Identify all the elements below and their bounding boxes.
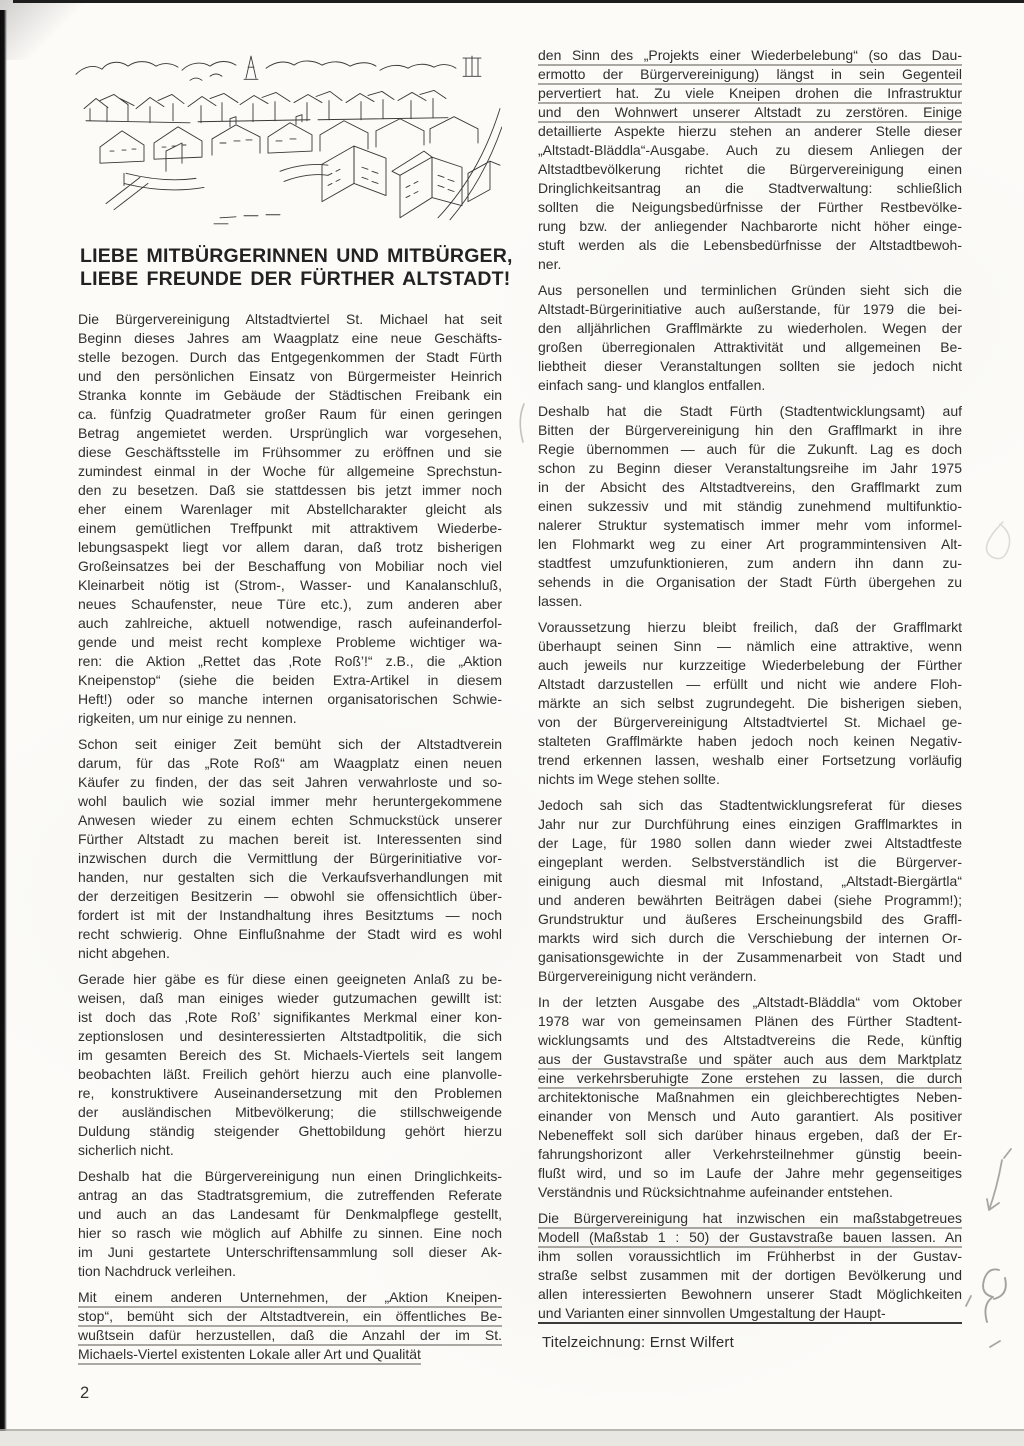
text-line: beobachten läßt. Freilich gehört hierzu auch eine planvolle- xyxy=(78,1066,502,1082)
text-line: ren: die Aktion „Rettet das ‚Rote Roß’!“ z.B., die „Aktion xyxy=(78,653,502,669)
text-line: antrag an das Stadtratsgremium, die zutreffenden Referate xyxy=(78,1187,502,1203)
text-line: einander von Mensch und Auto garantiert. Als positiver xyxy=(538,1108,962,1124)
text-line: stelle bezogen. Durch das Entgegenkommen der Stadt Fürth xyxy=(78,349,502,365)
text-line: liebtheit dieser Veranstaltungen sollten sie jedoch nicht xyxy=(538,358,962,374)
text-line: und auch an das Landesamt für Denkmalpflege gestellt, xyxy=(78,1206,502,1222)
scan-edge-left xyxy=(0,10,7,1446)
text-line: wicklungsamts und des Altstadtvereins die Rede, künftig xyxy=(538,1032,962,1048)
text-line: Michaels-Viertel existenten Lokale aller Art und Qualität xyxy=(78,1346,421,1362)
text-line: Anwesen wieder zu einem echten Schmuckstück unserer xyxy=(78,812,502,828)
text-line: Modell (Maßstab 1 : 50) der Gustavstraße bauen lassen. An xyxy=(538,1229,962,1245)
text-line: Nebeneffekt soll sich darüber hinaus ergeben, daß der Er- xyxy=(538,1127,962,1143)
paragraph xyxy=(538,618,962,789)
text-line: rigkeiten, um nur einige zu nennen. xyxy=(78,710,297,726)
text-line: Jahr nur zur Durchführung eines einzigen Grafflmarktes in xyxy=(538,816,962,832)
text-line: und Varianten einer sinnvollen Umgestaltung der Haupt- xyxy=(538,1305,886,1321)
right-text-column xyxy=(538,46,962,1330)
text-line: lassen. xyxy=(538,593,583,609)
text-line: Die Bürgervereinigung Altstadtviertel St. Michael hat seit xyxy=(78,311,502,327)
text-line: Duldung ständig steigender Ghettobildung gehört hierzu xyxy=(78,1123,502,1139)
text-line: überhaupt seinen Sinn — nämlich eine attraktive, wenn xyxy=(538,638,962,654)
text-line: ermotto der Bürgervereinigung) längst in sein Gegenteil xyxy=(538,66,962,82)
text-line: weisen, daß man einiges wieder gutzumachen gewillt ist: xyxy=(78,990,502,1006)
paragraph xyxy=(78,310,502,728)
text-line: nalerer Struktur systematisch immer mehr vom informel- xyxy=(538,517,962,533)
text-line: fahrungshorizont aller Verkehrsteilnehmer günstig beein- xyxy=(538,1146,962,1162)
text-line: den Sinn des „Projekts einer Wiederbelebung“ (so das Dau- xyxy=(538,47,962,63)
text-line: Altstadt darzustellen — erfüllt und nicht wie andere Floh- xyxy=(538,676,962,692)
text-line: einfach sang- und klanglos entfallen. xyxy=(538,377,766,393)
illustration-credit: Titelzeichnung: Ernst Wilfert xyxy=(542,1334,734,1351)
text-line: detaillierte Aspekte hierzu stehen an anderer Stelle dieser xyxy=(538,123,962,139)
paragraph xyxy=(78,1167,502,1281)
text-line: schon zu Beginn dieser Veranstaltungsreihe im Jahr 1975 xyxy=(538,460,962,476)
text-line: und anderen bewährten Beiträgen dabei (siehe Programm!); xyxy=(538,892,962,908)
text-line: sicherlich nicht. xyxy=(78,1142,174,1158)
text-line: eher einem Warenlager mit Abstellcharakter gleicht als xyxy=(78,501,502,517)
text-line: hier so rasch wie möglich auf Abhilfe zu sinnen. Eine noch xyxy=(78,1225,502,1241)
text-line: Bitten der Bürgervereinigung hin den Grafflmarkt in ihre xyxy=(538,422,962,438)
scan-edge-top xyxy=(13,0,1024,3)
text-line: wußtsein dafür herzustellen, daß die Anzahl der im St. xyxy=(78,1327,502,1343)
text-line: len Flohmarkt weg zu einer Art programmintensiven Alt- xyxy=(538,536,962,552)
text-line: stalteten Grafflmärkte haben jedoch noch keinen Negativ- xyxy=(538,733,962,749)
text-line: Deshalb hat die Bürgervereinigung nun einen Dringlichkeits- xyxy=(78,1168,502,1184)
text-line: ihm sollen voraussichtlich im Frühherbst in der Gustav- xyxy=(538,1248,962,1264)
text-line: stop“, bemüht sich der Altstadtverein, ein öffentliches Be- xyxy=(78,1308,502,1324)
text-line: den alljährlichen Grafflmärkte zu wiederholen. Wegen der xyxy=(538,320,962,336)
page-title-line2: LIEBE FREUNDE DER FÜRTHER ALTSTADT! xyxy=(80,267,511,290)
text-line: Bürgervereinigung nicht verändern. xyxy=(538,968,757,984)
text-line: straße selbst zusammen mit der dortigen Bevölkerung und xyxy=(538,1267,962,1283)
text-line: Dringlichkeitsantrag an die Stadtverwaltung: schließlich xyxy=(538,180,962,196)
text-line: neues Schaufenster, neue Türe etc.), zum anderen aber xyxy=(78,596,502,612)
text-line: von der Bürgervereinigung Altstadtviertel St. Michael ge- xyxy=(538,714,962,730)
text-line: ner. xyxy=(538,256,562,272)
paragraph xyxy=(538,46,962,274)
text-line: Heft!) oder so manche internen organisatorischen Schwie- xyxy=(78,691,502,707)
text-line: nichts im Wege stehen sollte. xyxy=(538,771,720,787)
text-line: auch jeweils nur kurzzeitige Wiederbelebung der Fürther xyxy=(538,657,962,673)
text-line: pervertiert hat. Zu viele Kneipen drohen die Infrastruktur xyxy=(538,85,962,101)
text-line: Gerade hier gäbe es für diese einen geeigneten Anlaß zu be- xyxy=(78,971,502,987)
text-line: Aus personellen und terminlichen Gründen sieht sich die xyxy=(538,282,962,298)
text-line: eine verkehrsberuhigte Zone erstehen zu lassen, die durch xyxy=(538,1070,962,1086)
paragraph xyxy=(78,735,502,963)
text-line: im Juni gestartete Unterschriftensammlung soll dieser Ak- xyxy=(78,1244,502,1260)
text-line: Käufer zu finden, der das seit Jahren verwahrloste und so- xyxy=(78,774,502,790)
paragraph xyxy=(538,993,962,1202)
text-line: wohl baulich wie sozial immer mehr heruntergekommene xyxy=(78,793,502,809)
text-line: 1978 war von gemeinsamen Plänen des Fürther Stadtent- xyxy=(538,1013,962,1029)
text-line: Großeinsatzes bei der Beschaffung von Mobiliar noch viel xyxy=(78,558,502,574)
text-line: Voraussetzung hierzu bleibt freilich, daß der Grafflmarkt xyxy=(538,619,962,635)
text-line: und den Wohnwert unserer Altstadt zu zerstören. Einige xyxy=(538,104,962,120)
text-line: recht schwierig. Ohne Einflußnahme der Stadt wird es wohl xyxy=(78,926,502,942)
text-line: einem gemütlichen Treffpunkt mit attraktivem Wiederbe- xyxy=(78,520,502,536)
text-line: darum, für das „Rote Roß“ am Waagplatz einen neuen xyxy=(78,755,502,771)
townscape-illustration xyxy=(70,50,502,238)
page-title-line1: LIEBE MITBÜRGERINNEN UND MITBÜRGER, xyxy=(80,245,513,267)
text-line: Regie übernommen — auch für die Zukunft. Lag es doch xyxy=(538,441,962,457)
text-line: „Altstadt-Bläddla“-Ausgabe. Auch zu diesem Anliegen der xyxy=(538,142,962,158)
text-line: Betrag angemietet werden. Ursprünglich war vorgesehen, xyxy=(78,425,502,441)
text-line: inzwischen durch die Vermittlung der Bürgerinitiative vor- xyxy=(78,850,502,866)
text-line: den zu besetzen. Daß sie stattdessen bis jetzt immer noch xyxy=(78,482,502,498)
text-line: und den persönlichen Einsatz von Bürgermeister Heinrich xyxy=(78,368,502,384)
text-line: einigung auch diesmal mit Infostand, „Altstadt-Biergärtla“ xyxy=(538,873,962,889)
text-line: fordert ist mit der Instandhaltung ihres Besitztums — noch xyxy=(78,907,502,923)
text-line: im gesamten Bereich des St. Michaels-Viertels seit langem xyxy=(78,1047,502,1063)
text-line: auch zahlreiche, aktuell notwendige, rasch aufeinanderfol- xyxy=(78,615,502,631)
paragraph xyxy=(78,970,502,1160)
text-line: Altstadt-Bürgerinitiative auch außerstande, für 1979 die bei- xyxy=(538,301,962,317)
paragraph xyxy=(538,1209,962,1323)
text-line: stuft werden als die Lebensbedürfnisse der Altstadtbewoh- xyxy=(538,237,962,253)
text-line: in der Absicht des Altstadtvereins, den Grafflmarkt zum xyxy=(538,479,962,495)
text-line: ist doch das ‚Rote Roß’ signifikantes Merkmal einer kon- xyxy=(78,1009,502,1025)
footer-divider xyxy=(538,1322,962,1324)
text-line: Die Bürgervereinigung hat inzwischen ein maßstabgetreues xyxy=(538,1210,962,1226)
text-line: flußt wird, und so im Laufe der Jahre mehr gegenseitiges xyxy=(538,1165,962,1181)
text-line: markts wird sich durch die Verschiebung der internen Or- xyxy=(538,930,962,946)
text-line: stadtfest umzufunktionieren, zum andern ihn dann zu- xyxy=(538,555,962,571)
text-line: der Lage, für 1980 sollen dann wieder zwei Altstadtfeste xyxy=(538,835,962,851)
text-line: märkte an sich selbst zugrundegeht. Die bisherigen sieben, xyxy=(538,695,962,711)
text-line: sehends in die Organisation der Stadt Fürth übergehen zu xyxy=(538,574,962,590)
text-line: tion Nachdruck verleihen. xyxy=(78,1263,236,1279)
text-line: Mit einem anderen Unternehmen, der „Aktion Kneipen- xyxy=(78,1289,502,1305)
text-line: handen, nur gestalten sich die Verkaufsverhandlungen mit xyxy=(78,869,502,885)
text-line: eingeplant werden. Selbstverständlich ist die Bürgerver- xyxy=(538,854,962,870)
text-line: diese Geschäftsstelle im Frühsommer zu eröffnen und sie xyxy=(78,444,502,460)
text-line: re, konstruktivere Auseinandersetzung mit den Problemen xyxy=(78,1085,502,1101)
text-line: In der letzten Ausgabe des „Altstadt-Bläddla“ vom Oktober xyxy=(538,994,962,1010)
text-line: Fürther Altstadt zu machen bereit ist. Interessenten sind xyxy=(78,831,502,847)
text-line: lebungsaspekt liegt vor allem daran, daß trotz bisherigen xyxy=(78,539,502,555)
text-line: Stranka konnte im Gebäude der Städtischen Freibank ein xyxy=(78,387,502,403)
text-line: Jedoch sah sich das Stadtentwicklungsreferat für dieses xyxy=(538,797,962,813)
text-line: ganisationsgewichte in der Zusammenarbeit von Stadt und xyxy=(538,949,962,965)
text-line: nicht abgehen. xyxy=(78,945,170,961)
text-line: großen überregionalen Attraktivität und allgemeinen Be- xyxy=(538,339,962,355)
page-number: 2 xyxy=(80,1384,90,1402)
text-line: allen interessierten Bewohnern unserer Stadt Möglichkeiten xyxy=(538,1286,962,1302)
text-line: einen sukzessiv und mit ständig zunehmend multifunktio- xyxy=(538,498,962,514)
text-line: Grundstruktur und äußeres Erscheinungsbild des Graffl- xyxy=(538,911,962,927)
text-line: Verständnis und Rücksichtnahme aufeinander entstehen. xyxy=(538,1184,893,1200)
text-line: gende und meist recht komplexe Probleme wichtiger wa- xyxy=(78,634,502,650)
paragraph xyxy=(538,796,962,986)
paragraph xyxy=(538,402,962,611)
text-line: Beginn dieses Jahres am Waagplatz eine neue Geschäfts- xyxy=(78,330,502,346)
text-line: Schon seit einiger Zeit bemüht sich der Altstadtverein xyxy=(78,736,502,752)
paragraph xyxy=(538,281,962,395)
text-line: sollten die Neigungsbedürfnisse der Fürther Restbevölke- xyxy=(538,199,962,215)
text-line: rung bzw. der anliegender Nachbarorte nicht höher einge- xyxy=(538,218,962,234)
text-line: Kleinarbeit nötig ist (Strom-, Wasser- und Kanalanschluß, xyxy=(78,577,502,593)
text-line: aus der Gustavstraße und später auch aus dem Marktplatz xyxy=(538,1051,962,1067)
page-title xyxy=(80,245,514,290)
left-text-column xyxy=(78,310,502,1371)
text-line: zeptionslosen und desinteressierten Altstadtpolitik, die sich xyxy=(78,1028,502,1044)
text-line: trend erkennen lassen, weshalb einer Fortsetzung vorläufig xyxy=(538,752,962,768)
text-line: der derzeitigen Besitzerin — obwohl sie offensichtlich über- xyxy=(78,888,502,904)
scan-edge-bottom xyxy=(0,1431,1024,1446)
text-line: Deshalb hat die Stadt Fürth (Stadtentwicklungsamt) auf xyxy=(538,403,962,419)
text-line: der ausländischen Mitbevölkerung; die stillschweigende xyxy=(78,1104,502,1120)
text-line: architektonische Maßnahmen ein gleichberechtigtes Neben- xyxy=(538,1089,962,1105)
text-line: Altstadtbevölkerung richtet die Bürgervereinigung einen xyxy=(538,161,962,177)
paragraph xyxy=(78,1288,502,1364)
text-line: Kneipenstop“ (siehe die beiden Extra-Artikel in diesem xyxy=(78,672,502,688)
text-line: ca. fünfzig Quadratmeter großer Raum für einen geringen xyxy=(78,406,502,422)
text-line: zumindest einmal in der Woche für allgemeine Sprechstun- xyxy=(78,463,502,479)
